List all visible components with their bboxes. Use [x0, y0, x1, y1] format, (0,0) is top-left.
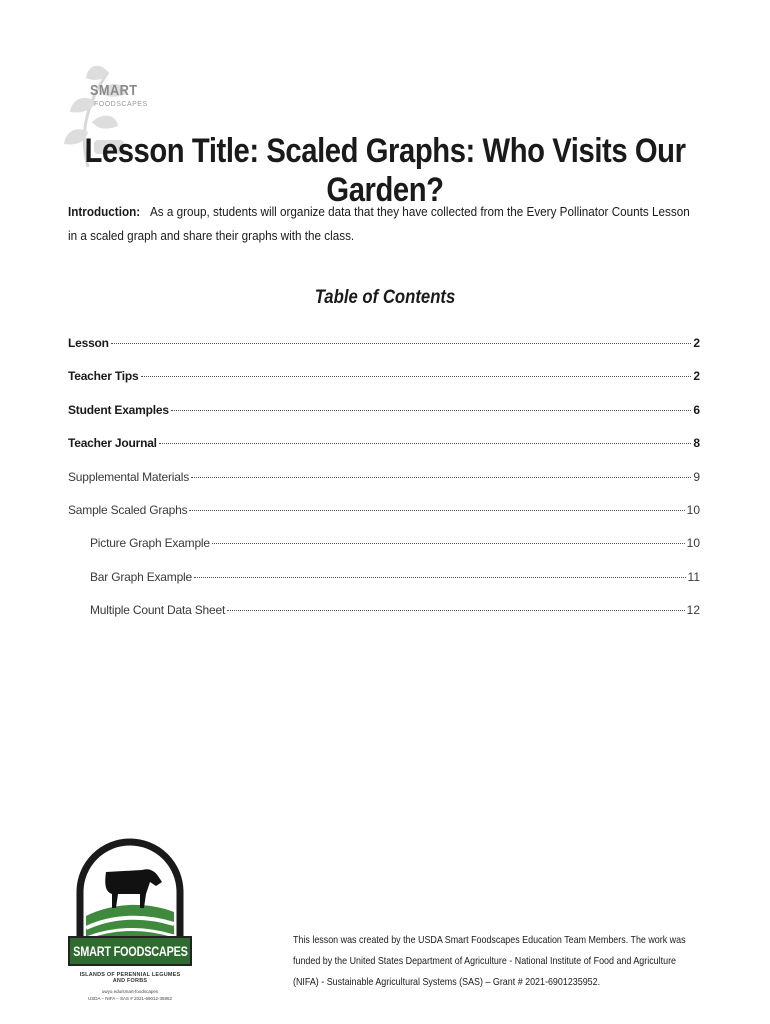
logo-wordmark: [68, 936, 192, 966]
toc-entry-page: 12: [686, 603, 700, 618]
toc-leader-dots: [159, 443, 692, 444]
toc-leader-dots: [141, 376, 692, 377]
toc-entry-lesson[interactable]: [68, 336, 700, 369]
toc-leader-dots: [227, 610, 685, 611]
toc-entry-title: Multiple Count Data Sheet: [90, 603, 226, 618]
toc-entry-page: 11: [687, 569, 700, 584]
toc-leader-dots: [194, 577, 686, 578]
toc-entry-page: 2: [693, 336, 700, 350]
toc-entry-title: Lesson: [68, 336, 109, 350]
toc-entry-title: Bar Graph Example: [90, 569, 192, 584]
toc-entry-title: Picture Graph Example: [90, 536, 210, 551]
logo-fineprint-line2: USDA – NIFA – SAS # 2021-69012-35952: [87, 996, 173, 1001]
toc-entry-teacher-journal[interactable]: [68, 436, 700, 469]
logo-fineprint-line1: uwyo.edu/smart-foodscapes: [101, 989, 159, 994]
toc-entry-title: Teacher Tips: [68, 369, 139, 384]
toc-entry-supplemental-materials[interactable]: [68, 470, 700, 503]
toc-entry-title: Student Examples: [68, 402, 169, 417]
toc-entry-page: 9: [693, 469, 700, 484]
watermark-subtext: FOODSCAPES: [94, 101, 148, 108]
logo-name: SMART FOODSCAPES: [72, 943, 188, 959]
toc-entry-multiple-count-data-sheet[interactable]: [68, 603, 700, 636]
toc-entry-picture-graph-example[interactable]: [68, 536, 700, 569]
introduction-label: Introduction:: [68, 204, 141, 219]
toc-entry-page: 10: [686, 536, 700, 551]
page-title: Lesson Title: Scaled Graphs: Who Visits Our Garden?: [84, 132, 686, 209]
toc-leader-dots: [212, 543, 685, 544]
toc-entry-page: 8: [693, 436, 700, 451]
toc-leader-dots: [171, 410, 691, 411]
table-of-contents: [68, 336, 700, 637]
toc-entry-page: 10: [686, 502, 700, 517]
cow-field-icon: [64, 832, 196, 942]
toc-entry-bar-graph-example[interactable]: [68, 570, 700, 603]
watermark-text: SMART: [90, 82, 138, 99]
toc-entry-page: 2: [693, 369, 700, 384]
toc-entry-student-examples[interactable]: [68, 403, 700, 436]
introduction: [68, 200, 698, 248]
logo-tagline: ISLANDS OF PERENNIAL LEGUMES AND FORBS: [79, 972, 181, 984]
toc-heading: Table of Contents: [314, 287, 456, 308]
toc-entry-title: Sample Scaled Graphs: [68, 502, 188, 517]
toc-entry-teacher-tips[interactable]: [68, 369, 700, 402]
smart-foodscapes-logo: [64, 832, 196, 1020]
introduction-text: As a group, students will organize data that they have collected from the Every Pollinator Counts Lesson in a scaled graph and share their graphs with the class.: [68, 204, 690, 243]
funding-statement: This lesson was created by the USDA Smart Foodscapes Education Team Members. The work was funded by the United States Department of Agriculture - National Institute of Food and Agriculture (NIFA) - Sustainable Agricultural Systems (SAS) – Grant # 2021-6901235952.: [293, 934, 686, 988]
toc-entry-title: Teacher Journal: [68, 436, 157, 451]
toc-leader-dots: [189, 510, 684, 511]
toc-entry-page: 6: [693, 402, 700, 417]
toc-entry-sample-scaled-graphs[interactable]: [68, 503, 700, 536]
toc-entry-title: Supplemental Materials: [68, 469, 189, 484]
toc-leader-dots: [191, 477, 691, 478]
toc-leader-dots: [111, 343, 692, 344]
logo-fineprint: [74, 988, 186, 1002]
